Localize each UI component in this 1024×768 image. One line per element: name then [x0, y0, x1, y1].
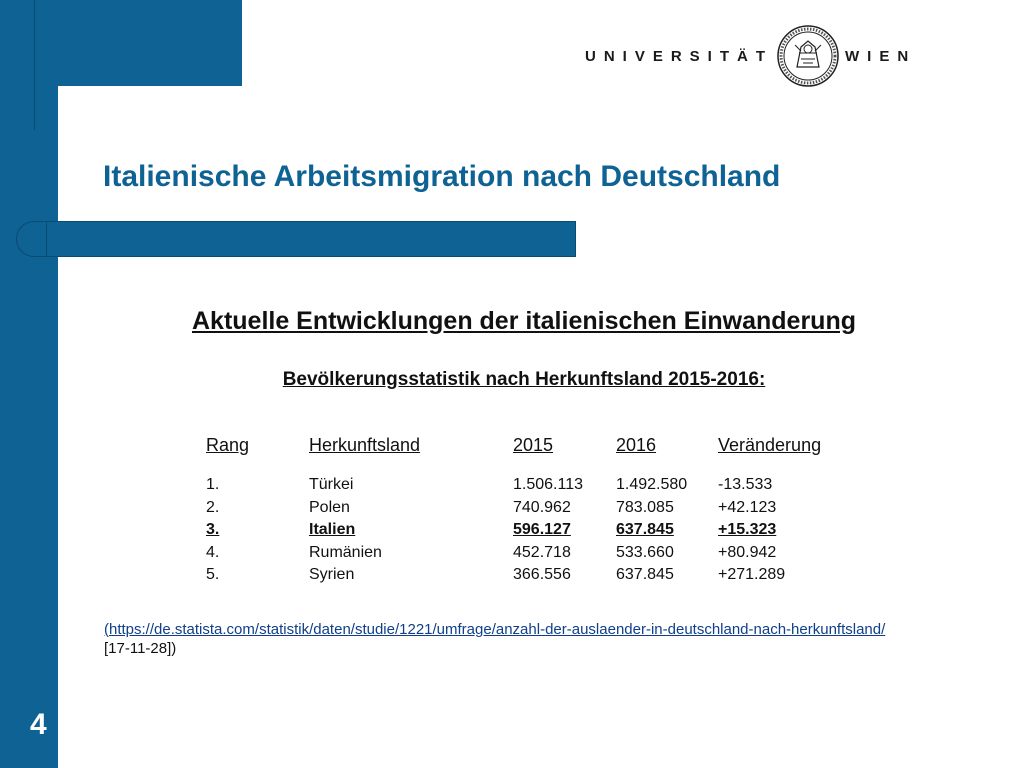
header-country: Herkunftsland	[309, 435, 421, 455]
header-rank: Rang	[206, 435, 250, 455]
cell-rank: 2.	[206, 498, 220, 516]
cell-country: Türkei	[309, 476, 354, 493]
table-row	[206, 566, 858, 589]
logo-text-left: UNIVERSITÄT	[585, 47, 774, 65]
section-heading: Bevölkerungsstatistik nach Herkunftsland 2015-2016:	[282, 369, 766, 390]
cell-2015: 366.556	[513, 566, 571, 583]
cell-rank: 1.	[206, 476, 220, 493]
cell-2016: 783.085	[616, 498, 674, 516]
cell-country: Italien	[309, 521, 356, 538]
page-number: 4	[30, 708, 47, 741]
population-table	[206, 435, 858, 589]
table-header-row	[206, 435, 858, 476]
cell-2015: 740.962	[513, 498, 571, 516]
frame-corner-curve	[58, 86, 118, 146]
source-link-text: https://de.statista.com/statistik/daten/studie/1221/umfrage/anzahl-der-auslaender-in-deutschland-nach-herkunftsland/	[109, 621, 886, 638]
cell-2015: 452.718	[513, 543, 571, 561]
table-row	[206, 499, 858, 522]
header-2015: 2015	[513, 435, 554, 455]
source-open-paren: (	[104, 621, 109, 638]
cell-2015: 1.506.113	[513, 476, 583, 493]
frame-top-block	[0, 0, 242, 86]
cell-country: Polen	[309, 498, 350, 516]
cell-2015: 596.127	[513, 521, 571, 538]
cell-2016: 637.845	[616, 521, 674, 538]
cell-change: +271.289	[718, 566, 786, 583]
cell-change: +42.123	[718, 498, 777, 516]
source-link[interactable]	[104, 621, 885, 638]
university-seal-icon	[777, 25, 839, 87]
cell-rank: 3.	[206, 521, 220, 538]
table-row	[206, 476, 858, 499]
source-date: [17-11-28])	[104, 640, 177, 657]
title-underline-bar	[16, 221, 576, 257]
cell-change: +80.942	[718, 543, 777, 561]
title-bar-notch	[46, 221, 47, 257]
header-2016: 2016	[616, 435, 657, 455]
cell-rank: 4.	[206, 543, 220, 561]
table-row-highlighted	[206, 521, 858, 544]
cell-2016: 637.845	[616, 566, 674, 583]
cell-2016: 533.660	[616, 543, 674, 561]
slide-subtitle: Aktuelle Entwicklungen der italienischen Einwanderung	[191, 307, 856, 335]
university-logo	[585, 26, 916, 86]
cell-2016: 1.492.580	[616, 476, 688, 493]
cell-change: +15.323	[718, 521, 777, 538]
cell-rank: 5.	[206, 566, 220, 583]
header-change: Veränderung	[718, 435, 822, 455]
logo-text-right: WIEN	[845, 47, 917, 65]
source-citation	[104, 620, 904, 658]
cell-country: Syrien	[309, 566, 355, 583]
slide-title: Italienische Arbeitsmigration nach Deutschland	[103, 160, 781, 193]
table-row	[206, 544, 858, 567]
frame-divider-line	[34, 0, 35, 130]
cell-country: Rumänien	[309, 543, 382, 561]
cell-change: -13.533	[718, 476, 773, 493]
